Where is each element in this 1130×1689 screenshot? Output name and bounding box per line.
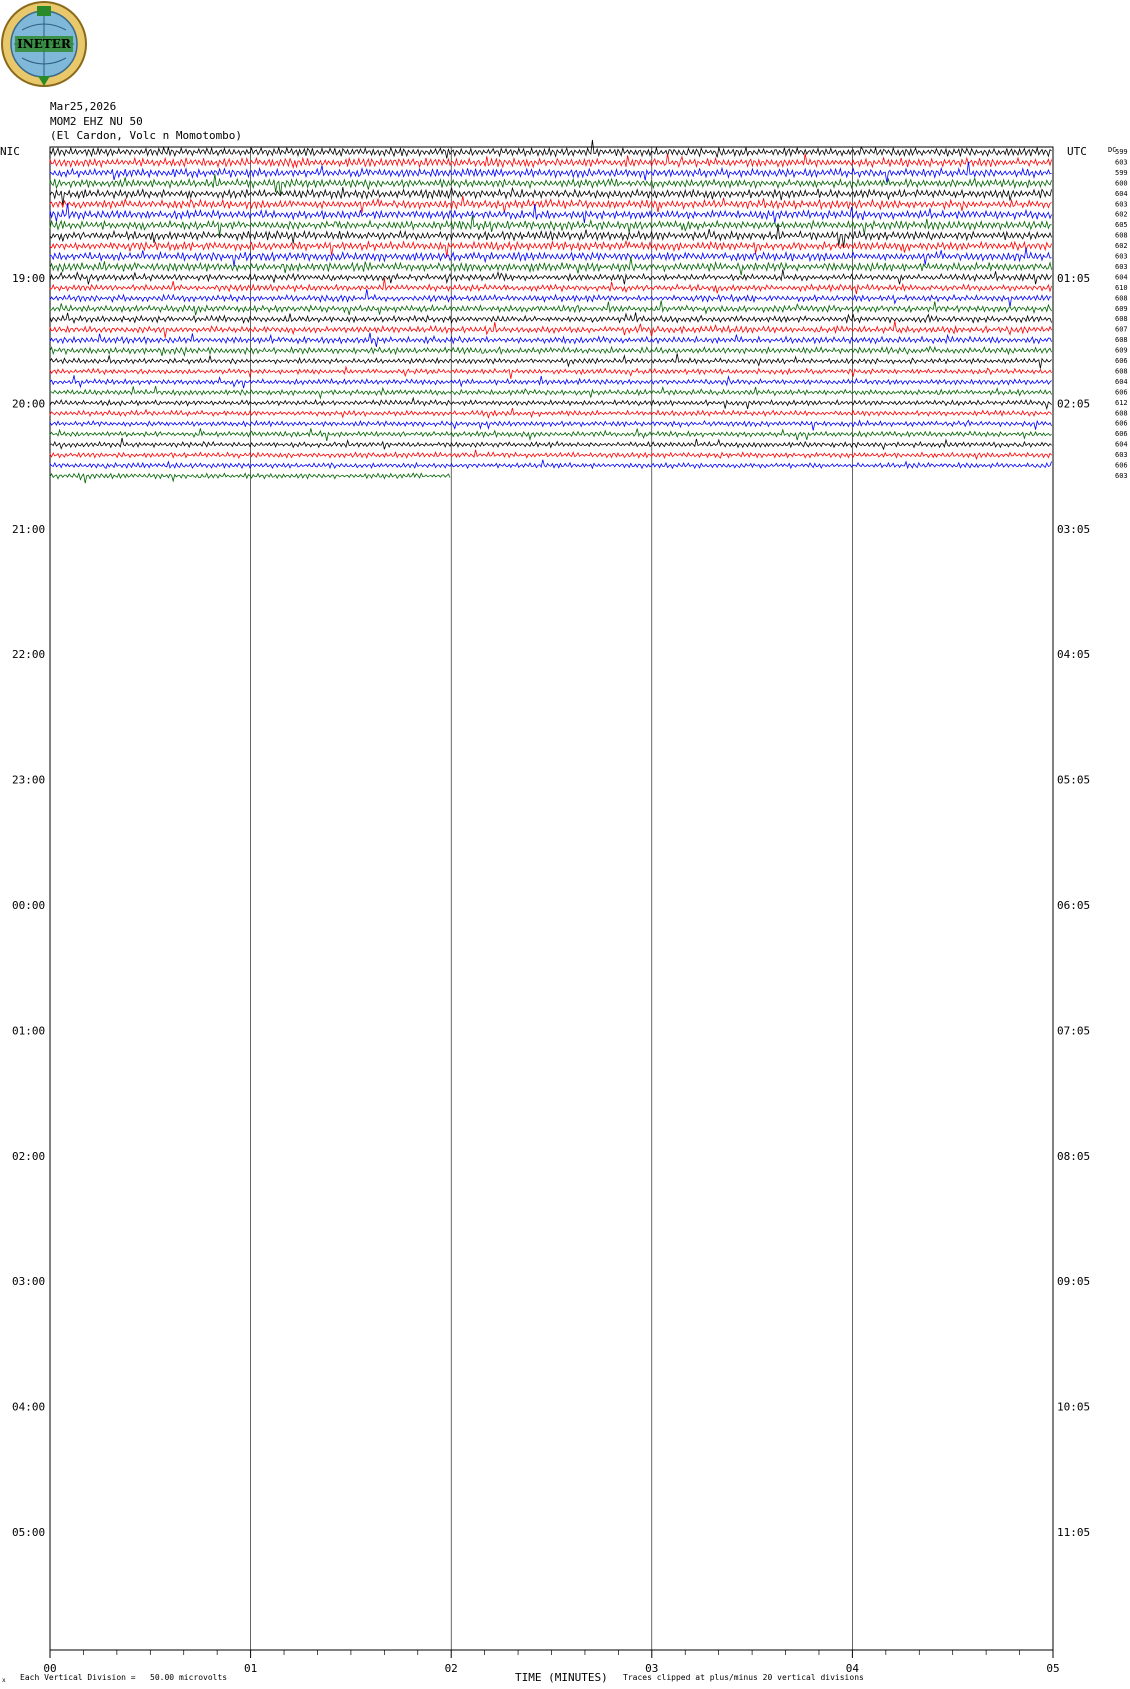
left-hour-label: 19:00	[12, 272, 46, 285]
logo-flag-icon	[37, 6, 51, 16]
station-label: MOM2 EHZ NU 50	[50, 115, 143, 128]
seismic-trace	[50, 174, 1052, 196]
seismic-trace	[50, 353, 1052, 368]
ineter-logo	[2, 2, 86, 86]
right-hour-label: 10:05	[1057, 1400, 1091, 1414]
dc-offset-value: 608	[1115, 315, 1128, 324]
right-hour-label: 08:05	[1057, 1149, 1091, 1163]
dc-offset-value: 603	[1115, 262, 1128, 271]
seismic-trace	[50, 367, 1052, 379]
dc-offset-value: 606	[1115, 357, 1128, 365]
left-hour-label: 02:00	[12, 1149, 46, 1163]
dc-offset-value: 603	[1115, 471, 1128, 480]
x-tick-label: 03	[645, 1662, 659, 1675]
dc-offset-value: 609	[1115, 304, 1128, 313]
right-hour-label: 03:05	[1057, 522, 1091, 536]
right-hour-label: 05:05	[1057, 773, 1091, 787]
right-hour-label: 01:05	[1057, 272, 1091, 285]
x-tick-label: 00	[43, 1662, 57, 1675]
left-hour-label: 03:00	[12, 1275, 46, 1289]
location-label: (El Cardon, Volc n Momotombo)	[50, 129, 243, 142]
dc-offset-value: 604	[1115, 377, 1128, 386]
left-hour-label: 05:00	[12, 1526, 46, 1539]
dc-offset-value: 604	[1115, 440, 1128, 449]
dc-offset-value: 603	[1115, 451, 1128, 460]
x-tick-label: 01	[243, 1662, 258, 1675]
dc-offset-labels	[1115, 148, 1128, 480]
trace-group	[50, 140, 1052, 483]
dc-offset-value: 608	[1115, 409, 1128, 418]
dc-offset-value: 608	[1115, 367, 1128, 376]
dc-offset-value: 599	[1115, 148, 1128, 156]
dc-offset-value: 608	[1115, 336, 1128, 345]
seismic-trace	[50, 225, 1052, 248]
seismic-trace	[50, 473, 450, 483]
dc-offset-value: 610	[1115, 283, 1128, 292]
seismic-trace	[50, 408, 1052, 418]
seismic-trace	[50, 300, 1052, 315]
dc-offset-value: 612	[1115, 398, 1128, 407]
x-tick-label: 05	[1046, 1662, 1060, 1675]
dc-offset-value: 609	[1115, 346, 1128, 355]
dc-offset-value: 606	[1115, 461, 1128, 470]
dc-offset-value: 599	[1115, 168, 1128, 177]
dc-offset-value: 606	[1115, 430, 1128, 439]
seismic-trace	[50, 278, 1052, 294]
dc-offset-value: 606	[1115, 388, 1128, 397]
right-hour-label: 11:05	[1057, 1526, 1091, 1539]
dc-offset-value: 608	[1115, 231, 1128, 240]
left-hour-label: 23:00	[12, 773, 46, 787]
left-hour-label: 20:00	[12, 397, 46, 411]
seismic-trace	[50, 375, 1052, 388]
x-tick-label: 04	[845, 1662, 860, 1675]
seismic-trace	[50, 450, 1052, 459]
right-hour-label: 02:05	[1057, 397, 1091, 411]
dc-offset-value: 603	[1115, 252, 1128, 261]
dc-offset-value: 600	[1115, 179, 1128, 188]
left-axis-label: NIC	[0, 145, 20, 158]
date-label: Mar25,2026	[50, 100, 117, 113]
right-hour-label: 09:05	[1057, 1275, 1091, 1289]
seismic-trace	[50, 257, 1052, 275]
seismic-trace	[50, 347, 1052, 356]
dc-offset-value: 603	[1115, 158, 1128, 167]
x-axis-title: TIME (MINUTES)	[515, 1671, 608, 1684]
dc-offset-value: 606	[1115, 419, 1128, 428]
footer-scale-note: Each Vertical Division = 50.00 microvolts	[20, 1673, 228, 1682]
left-hour-label: 22:00	[12, 648, 46, 662]
dc-offset-value: 605	[1115, 221, 1128, 230]
left-hour-label: 21:00	[12, 522, 46, 536]
seismic-trace	[50, 312, 1052, 322]
seismic-trace	[50, 140, 1052, 159]
dc-offset-value: 607	[1115, 325, 1128, 334]
right-hour-label: 06:05	[1057, 899, 1091, 912]
dc-offset-value: 602	[1115, 242, 1128, 251]
footer-clip-note: Traces clipped at plus/minus 20 vertical divisions	[623, 1673, 864, 1682]
dc-offset-value: 603	[1115, 200, 1128, 209]
seismic-trace	[50, 321, 1052, 338]
dc-offset-value: 604	[1115, 273, 1128, 282]
x-tick-label: 02	[444, 1662, 458, 1675]
left-hour-label: 00:00	[12, 899, 46, 912]
dc-offset-value: 604	[1115, 189, 1128, 198]
seismic-trace	[50, 398, 1052, 409]
right-hour-label: 04:05	[1057, 648, 1091, 662]
seismic-trace	[50, 187, 1052, 205]
seismic-trace	[50, 289, 1052, 307]
seismic-trace	[50, 162, 1052, 183]
seismic-trace	[50, 333, 1052, 347]
dc-column-header: DC	[1108, 146, 1117, 154]
right-axis-label: UTC	[1067, 145, 1087, 158]
seismic-trace	[50, 460, 1052, 469]
dc-offset-value: 608	[1115, 294, 1128, 303]
footer-corner-mark: x	[2, 1677, 6, 1684]
left-hour-label: 04:00	[12, 1400, 46, 1414]
seismic-trace	[50, 428, 1052, 441]
seismic-trace	[50, 203, 1052, 223]
dc-offset-value: 602	[1115, 210, 1128, 219]
seismic-trace	[50, 386, 1052, 398]
right-hour-label: 07:05	[1057, 1024, 1091, 1038]
seismic-trace	[50, 438, 1052, 449]
logo-text: INETER	[17, 37, 71, 51]
left-hour-label: 01:00	[12, 1024, 46, 1038]
